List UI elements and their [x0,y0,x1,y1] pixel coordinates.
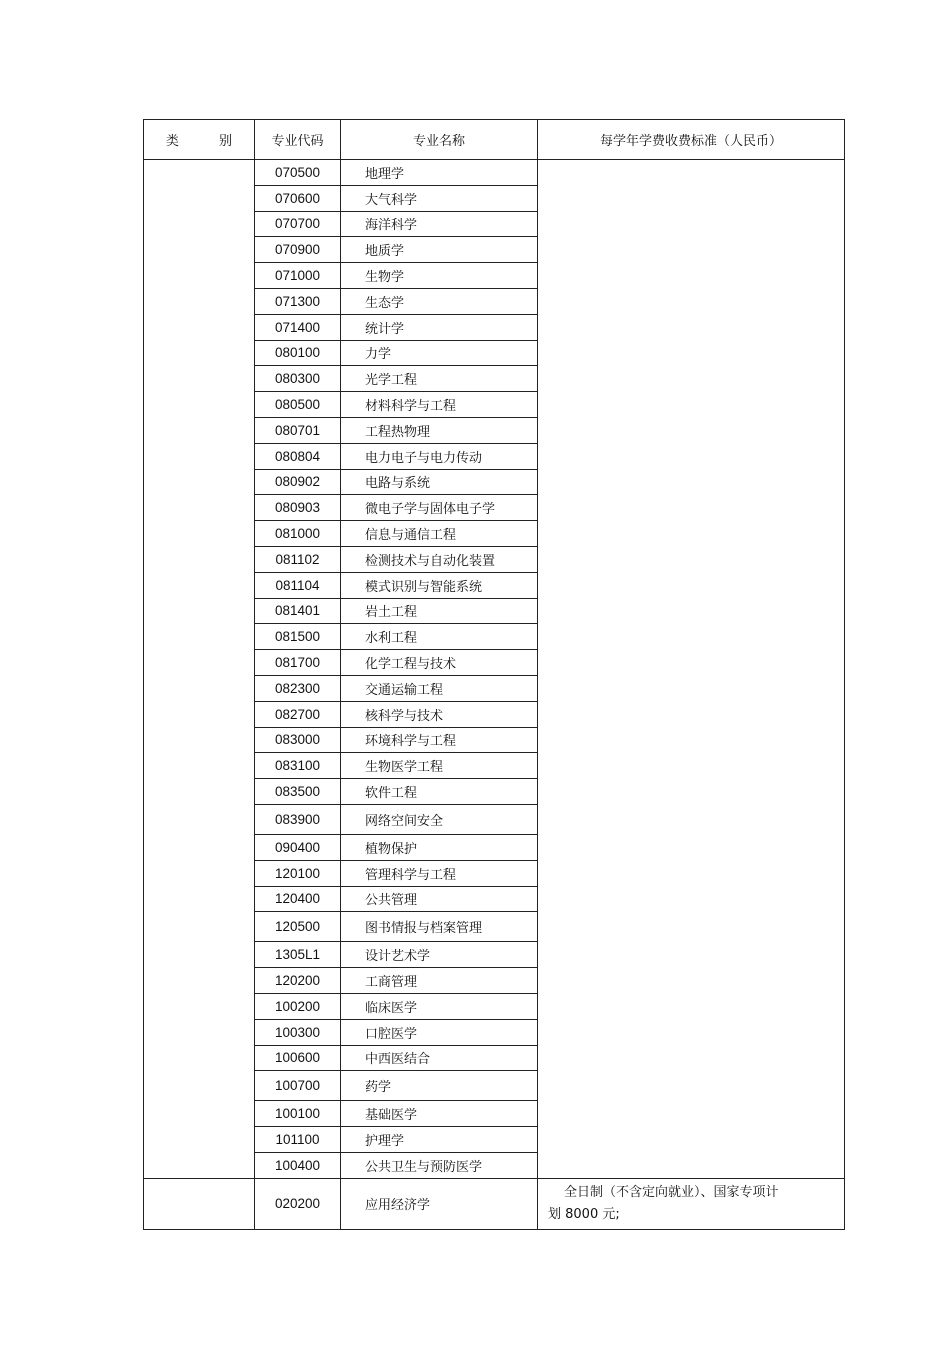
major-name-cell: 光学工程 [341,366,538,392]
major-code-cell: 081104 [255,572,341,598]
major-code-cell: 081500 [255,624,341,650]
major-code-cell: 081000 [255,521,341,547]
major-code-cell: 071300 [255,288,341,314]
major-code-cell: 082300 [255,675,341,701]
header-name: 专业名称 [341,120,538,160]
major-name-cell: 地质学 [341,237,538,263]
major-name-cell: 模式识别与智能系统 [341,572,538,598]
major-code-cell: 080500 [255,392,341,418]
major-code-cell: 100700 [255,1071,341,1101]
major-name-cell: 工商管理 [341,968,538,994]
major-name-cell: 信息与通信工程 [341,521,538,547]
major-name-cell: 化学工程与技术 [341,650,538,676]
major-name-cell: 统计学 [341,314,538,340]
major-name-cell: 药学 [341,1071,538,1101]
tuition-fee-table [143,119,845,1230]
major-code-cell: 082700 [255,701,341,727]
major-name-cell: 地理学 [341,160,538,186]
major-name-cell: 生态学 [341,288,538,314]
fee-line-1: 全日制（不含定向就业）、国家专项计 [564,1184,779,1200]
major-code-cell: 070900 [255,237,341,263]
major-code-cell: 020200 [255,1178,341,1229]
header-fee: 每学年学费收费标准（人民币） [538,120,845,160]
major-name-cell: 岩土工程 [341,598,538,624]
major-code-cell: 100100 [255,1101,341,1127]
major-name-cell: 微电子学与固体电子学 [341,495,538,521]
major-code-cell: 070700 [255,211,341,237]
major-code-cell: 071400 [255,314,341,340]
major-code-cell: 120200 [255,968,341,994]
major-name-cell: 电力电子与电力传动 [341,443,538,469]
major-name-cell: 口腔医学 [341,1019,538,1045]
major-name-cell: 应用经济学 [341,1178,538,1229]
major-code-cell: 083000 [255,727,341,753]
major-name-cell: 检测技术与自动化装置 [341,546,538,572]
major-code-cell: 090400 [255,834,341,860]
header-category: 类 别 [144,120,255,160]
major-name-cell: 电路与系统 [341,469,538,495]
major-code-cell: 070600 [255,185,341,211]
major-name-cell: 生物学 [341,263,538,289]
major-code-cell: 083100 [255,753,341,779]
major-name-cell: 交通运输工程 [341,675,538,701]
major-code-cell: 070500 [255,160,341,186]
major-code-cell: 120400 [255,886,341,912]
table-row [144,160,845,186]
major-name-cell: 公共管理 [341,886,538,912]
major-name-cell: 公共卫生与预防医学 [341,1152,538,1178]
category-cell [144,1178,255,1229]
major-code-cell: 080902 [255,469,341,495]
major-name-cell: 核科学与技术 [341,701,538,727]
major-code-cell: 100400 [255,1152,341,1178]
major-name-cell: 软件工程 [341,779,538,805]
major-name-cell: 工程热物理 [341,417,538,443]
major-name-cell: 图书情报与档案管理 [341,912,538,942]
major-code-cell: 080903 [255,495,341,521]
category-cell [144,160,255,1179]
major-name-cell: 环境科学与工程 [341,727,538,753]
major-code-cell: 071000 [255,263,341,289]
major-code-cell: 120100 [255,860,341,886]
major-code-cell: 100300 [255,1019,341,1045]
major-code-cell: 081102 [255,546,341,572]
fee-line-2: 划 8000 元; [548,1206,620,1222]
major-code-cell: 080100 [255,340,341,366]
table-header-row [144,120,845,160]
major-name-cell: 材料科学与工程 [341,392,538,418]
major-name-cell: 临床医学 [341,993,538,1019]
major-name-cell: 护理学 [341,1127,538,1153]
major-code-cell: 080300 [255,366,341,392]
major-code-cell: 100600 [255,1045,341,1071]
major-code-cell: 100200 [255,993,341,1019]
major-code-cell: 1305L1 [255,942,341,968]
major-code-cell: 080804 [255,443,341,469]
major-name-cell: 中西医结合 [341,1045,538,1071]
major-name-cell: 植物保护 [341,834,538,860]
major-code-cell: 081401 [255,598,341,624]
major-code-cell: 081700 [255,650,341,676]
major-name-cell: 管理科学与工程 [341,860,538,886]
major-name-cell: 大气科学 [341,185,538,211]
table-row [144,1178,845,1229]
major-name-cell: 设计艺术学 [341,942,538,968]
major-name-cell: 生物医学工程 [341,753,538,779]
major-code-cell: 083500 [255,779,341,805]
table-body [144,160,845,1230]
major-name-cell: 网络空间安全 [341,804,538,834]
major-code-cell: 083900 [255,804,341,834]
major-name-cell: 海洋科学 [341,211,538,237]
major-name-cell: 基础医学 [341,1101,538,1127]
major-code-cell: 101100 [255,1127,341,1153]
fee-cell [538,160,845,1179]
major-name-cell: 力学 [341,340,538,366]
major-code-cell: 080701 [255,417,341,443]
fee-description-cell [538,1178,845,1229]
header-code: 专业代码 [255,120,341,160]
major-code-cell: 120500 [255,912,341,942]
major-name-cell: 水利工程 [341,624,538,650]
